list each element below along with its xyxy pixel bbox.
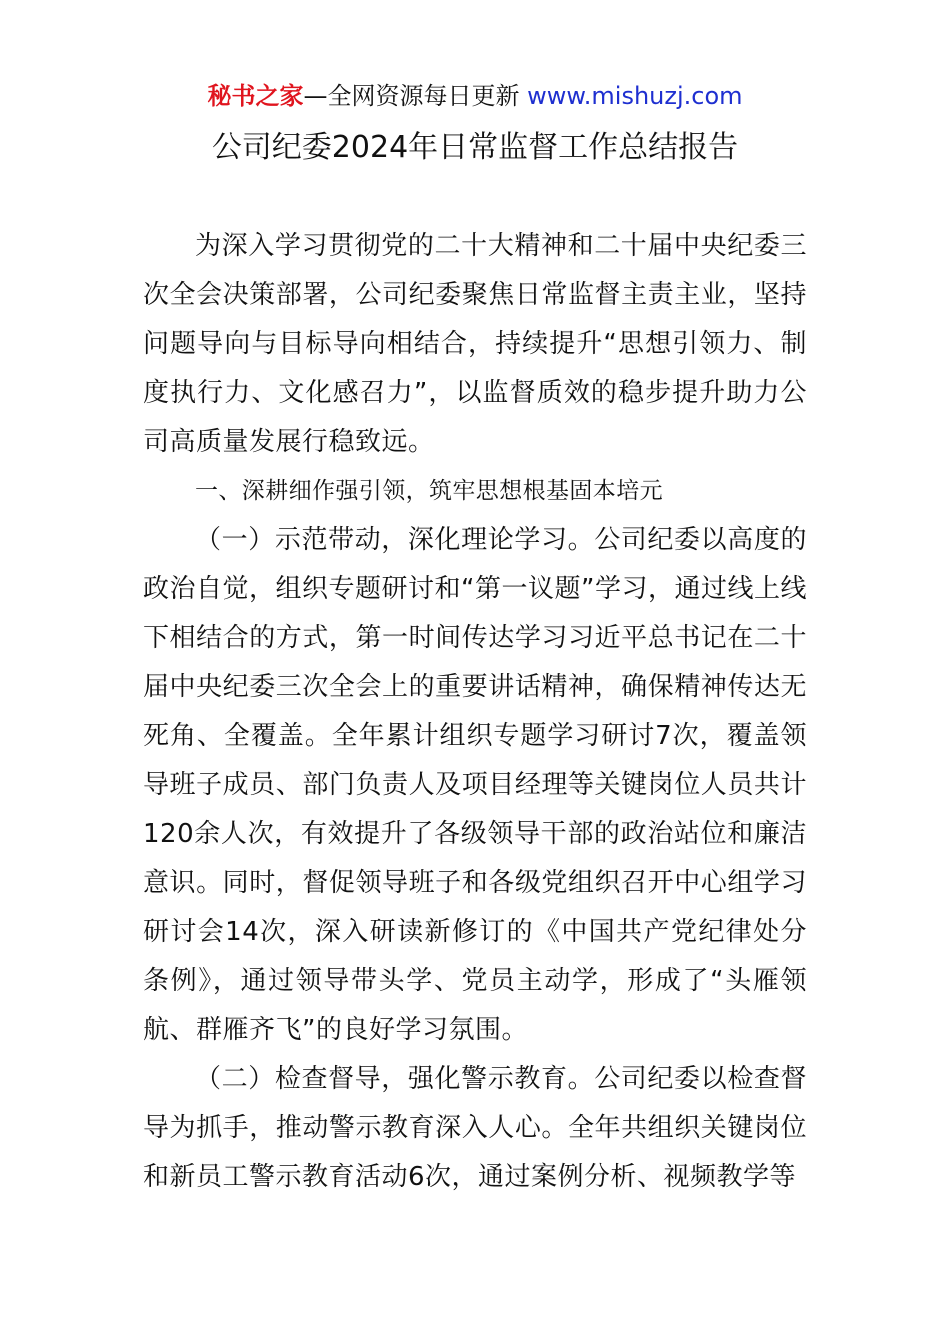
document-title: 公司纪委2024年日常监督工作总结报告	[211, 130, 739, 165]
subsection-paragraph-1: （一）示范带动，深化理论学习。公司纪委以高度的政治自觉，组织专题研讨和“第一议题”学习，通过线上线下相结合的方式，第一时间传达学习习近平总书记在二十届中央纪委三次全会上的重要讲话精神，确保精神传达无死角、全覆盖。全年累计组织专题学习研讨7次，覆盖领导班子成员、部门负责人及项目经理等关键岗位人员共计120余人次，有效提升了各级领导干部的政治站位和廉洁意识。同时，督促领导班子和各级党组织召开中心组学习研讨会14次，深入研读新修订的《中国共产党纪律处分条例》，通过领导带头学、党员主动学，形成了“头雁领航、群雁齐飞”的良好学习氛围。	[143, 525, 807, 1045]
section-heading-1: 一、深耕细作强引领，筑牢思想根基固本培元	[195, 478, 663, 504]
document-body	[143, 222, 807, 1202]
header-tagline: —全网资源每日更新	[303, 82, 528, 110]
site-url-link[interactable]: www.mishuzj.com	[527, 82, 743, 110]
subsection-paragraph-2: （二）检查督导，强化警示教育。公司纪委以检查督导为抓手，推动警示教育深入人心。全年共组织关键岗位和新员工警示教育活动6次，通过案例分析、视频教学等	[143, 1064, 807, 1192]
intro-paragraph: 为深入学习贯彻党的二十大精神和二十届中央纪委三次全会决策部署，公司纪委聚焦日常监督主责主业，坚持问题导向与目标导向相结合，持续提升“思想引领力、制度执行力、文化感召力”，以监督质效的稳步提升助力公司高质量发展行稳致远。	[143, 231, 807, 457]
site-header	[0, 78, 950, 114]
brand-name: 秘书之家	[207, 82, 304, 110]
